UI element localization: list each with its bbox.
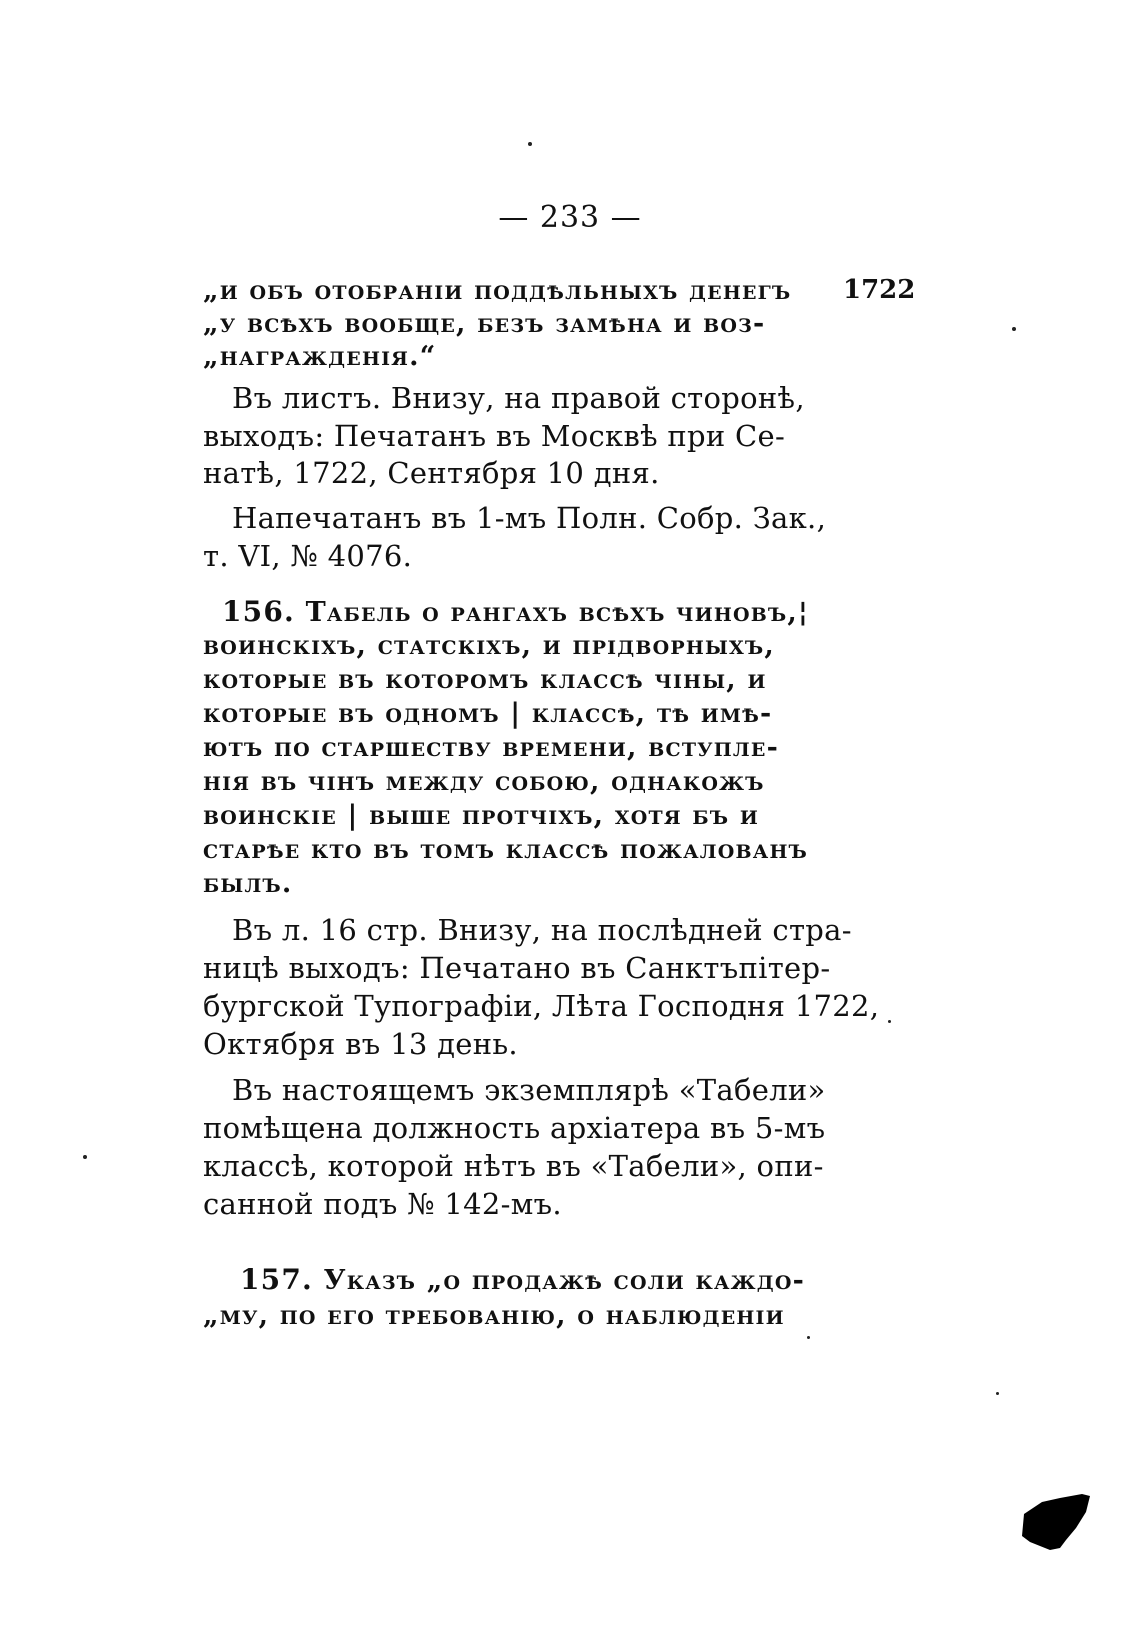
text-line: Въ листъ. Внизу, на правой сторонѣ, bbox=[232, 381, 805, 415]
entry-157-first-line bbox=[240, 1262, 805, 1299]
text-line: помѣщена должность архіатера въ 5-мъ bbox=[203, 1111, 826, 1145]
ink-blot bbox=[1020, 1492, 1092, 1552]
text-line: которые въ которомъ классѣ чіны, и bbox=[203, 664, 767, 695]
text-line: старѣе кто въ томъ классѣ пожалованъ bbox=[203, 834, 808, 865]
text-line: былъ. bbox=[203, 868, 293, 899]
page-number: — 233 — bbox=[498, 200, 642, 235]
text-line: „и объ отобраніи поддѣльныхъ денегъ bbox=[203, 275, 792, 306]
text-line: Напечатанъ въ 1-мъ Полн. Собр. Зак., bbox=[232, 501, 827, 535]
text-line: бургской Тупографіи, Лѣта Господня 1722, bbox=[203, 989, 880, 1023]
margin-year: 1722 bbox=[843, 275, 916, 305]
scan-speck bbox=[83, 1155, 87, 1159]
text-line: выходъ: Печатанъ въ Москвѣ при Се- bbox=[203, 419, 786, 453]
text-line: воинскіхъ, статскіхъ, и прідворныхъ, bbox=[203, 630, 775, 661]
text-line: „у всѣхъ вообще, безъ замѣна и воз- bbox=[203, 308, 766, 339]
scan-speck bbox=[1012, 327, 1016, 331]
text-line: натѣ, 1722, Сентября 10 дня. bbox=[203, 456, 660, 490]
scan-speck bbox=[528, 142, 532, 146]
text-line: ютъ по старшеству времени, вступле- bbox=[203, 732, 780, 763]
text-line: „му, по его требованію, о наблюденіи bbox=[203, 1300, 785, 1331]
text-line: нія въ чінъ между собою, однакожъ bbox=[203, 766, 765, 797]
text-line: Въ настоящемъ экземплярѣ «Табели» bbox=[232, 1073, 826, 1107]
text-line: Октября въ 13 день. bbox=[203, 1027, 518, 1061]
text-line: Въ л. 16 стр. Внизу, на послѣдней стра- bbox=[232, 913, 852, 947]
entry-156-first-line bbox=[222, 594, 809, 631]
entry-number-156: 156. bbox=[222, 595, 295, 628]
text-line: Указъ „о продажѣ соли каждо- bbox=[323, 1265, 806, 1296]
text-line: „награжденія.“ bbox=[203, 341, 437, 372]
scan-speck bbox=[888, 1020, 891, 1023]
text-line: ницѣ выходъ: Печатано въ Санктъпітер- bbox=[203, 951, 831, 985]
text-line: Табель о рангахъ всѣхъ чиновъ,¦ bbox=[305, 597, 810, 628]
scan-speck bbox=[996, 1392, 999, 1395]
text-line: т. VI, № 4076. bbox=[203, 539, 413, 573]
entry-number-157: 157. bbox=[240, 1263, 313, 1296]
text-line: санной подъ № 142-мъ. bbox=[203, 1187, 562, 1221]
scan-speck bbox=[807, 1336, 810, 1339]
text-line: классѣ, которой нѣтъ въ «Табели», опи- bbox=[203, 1149, 824, 1183]
text-line: которые въ одномъ | классѣ, тѣ имѣ- bbox=[203, 698, 773, 729]
text-line: воинскіе | выше протчіхъ, хотя бъ и bbox=[203, 800, 759, 831]
